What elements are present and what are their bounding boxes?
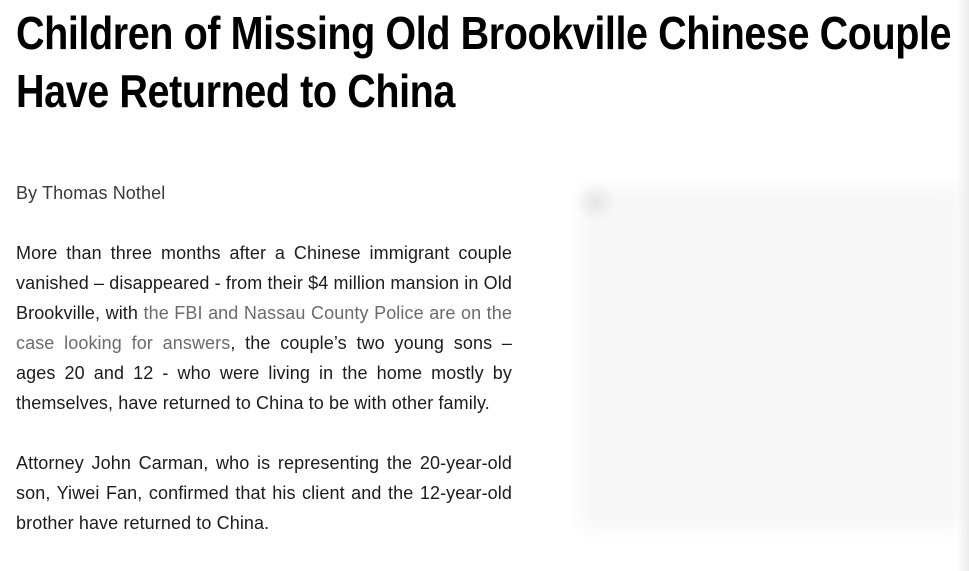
byline: By Thomas Nothel	[16, 183, 166, 203]
article-image-placeholder	[574, 180, 969, 537]
fbi-nassau-police-link[interactable]: the FBI and Nassau County Police are on the case looking for answers	[16, 303, 512, 353]
article-body	[16, 238, 512, 568]
article-paragraph-1	[16, 238, 512, 418]
article-paragraph-2: Attorney John Carman, who is representing the 20-year-old son, Yiwei Fan, confirmed that his client and the 12-year-old brother have returned to China.	[16, 453, 512, 533]
image-loading-shadow	[576, 182, 616, 222]
paragraph-1-text-start: More than three months after a Chinese immigrant couple vanished – disappeared - from their $4 million mansion in Old Brookville, with	[16, 243, 512, 323]
page-edge-shadow	[957, 0, 969, 571]
headline-line-1: Children of Missing Old Brookville Chinese Couple	[16, 7, 952, 59]
headline-line-2: Have Returned to China	[16, 65, 455, 117]
paragraph-1-text-end: , the couple’s two young sons – ages 20 and 12 - who were living in the home mostly by themselves, have returned to China to be with other family.	[16, 333, 512, 413]
article-headline	[16, 4, 952, 120]
